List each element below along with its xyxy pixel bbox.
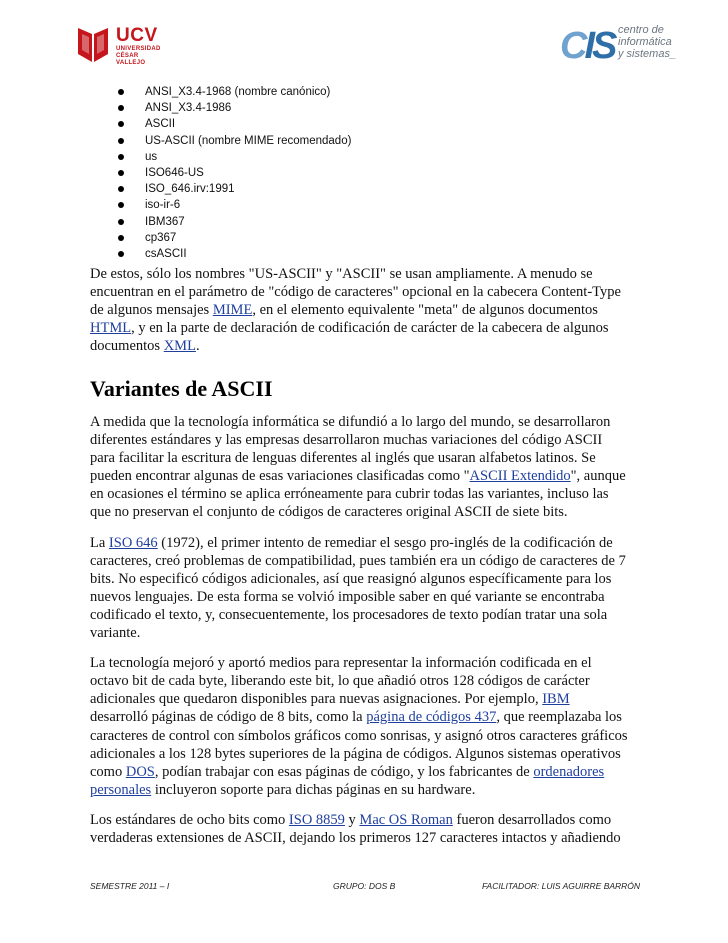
- bullet-icon: [118, 138, 124, 144]
- bullet-icon: [118, 105, 124, 111]
- bullet-icon: [118, 251, 124, 257]
- paragraph-eighth-bit: La tecnología mejoró y aportó medios para representar la información codificada en el octavo bit de cada byte, liberando este bit, lo que añadió otros 128 códigos de carácter adicionales que quedaron disponibles para nuevas asignaciones. Por ejemplo, IBM desarrolló páginas de código de 8 bits, como la página de códigos 437, que reemplazaba los caracteres de control con símbolos gráficos como sonrisas, y asignó otros caracteres gráficos adicionales a los 128 bytes superiores de la página de códigos. Algunos sistemas operativos como DOS, podían trabajar con esas páginas de código, y los fabricantes de ordenadores personales incluyeron soporte para dichas páginas en su hardware.: [90, 655, 628, 798]
- bullet-icon: [118, 202, 124, 208]
- link-xml[interactable]: XML: [163, 338, 196, 355]
- cis-line-3: y sistemas_: [618, 48, 677, 60]
- bullet-icon: [118, 235, 124, 241]
- ucv-logo: [76, 22, 166, 68]
- ucv-subtitle-2: CÉSAR VALLEJO: [116, 53, 146, 66]
- link-html[interactable]: HTML: [90, 320, 132, 337]
- footer-facilitator: FACILITADOR: LUIS AGUIRRE BARRÓN: [482, 881, 641, 891]
- bullet-icon: [118, 219, 124, 225]
- link-ibm[interactable]: IBM: [542, 691, 570, 708]
- cis-line-2: informática: [618, 36, 672, 48]
- variants-section-body: [90, 413, 630, 859]
- intro-paragraph-block: [90, 265, 630, 367]
- paragraph-iso646: La ISO 646 (1972), el primer intento de remediar el sesgo pro-inglés de la codificación de caracteres, creó problemas de compatibilidad, pues también era un código de caracteres de 7 bits. No especificó códigos adicionales, así que reasignó algunos específicamente para los nuevos lenguajes. De esta forma se volvió imposible saber en qué variante se encontraba codificado el texto, y, consecuentemente, los procesadores de texto podían tratar una sola variante.: [90, 534, 626, 642]
- cis-mark: CIS: [560, 25, 615, 67]
- link-iso-646[interactable]: ISO 646: [108, 534, 158, 551]
- bullet-icon: [118, 154, 124, 160]
- link-mac-os-roman[interactable]: Mac OS Roman: [359, 811, 453, 828]
- paragraph-charset-usage: De estos, sólo los nombres "US-ASCII" y "ASCII" se usan ampliamente. A menudo se encuentran en el parámetro de "código de caracteres" opcional en la cabecera Content-Type de algunos mensajes MIME, en el elemento equivalente "meta" de algunos documentos HTML, y en la parte de declaración de codificación de carácter de la cabecera de algunos documentos XML.: [90, 266, 621, 355]
- link-pagina-codigos-437[interactable]: página de códigos 437: [366, 709, 497, 726]
- link-mime[interactable]: MIME: [212, 302, 253, 319]
- link-ordenadores-personales[interactable]: ordenadores personales: [90, 763, 605, 798]
- ucv-name: UCV: [116, 25, 158, 46]
- bullet-icon: [118, 170, 124, 176]
- bullet-icon: [118, 89, 124, 95]
- footer-group: GRUPO: DOS B: [333, 881, 396, 891]
- section-heading: Variantes de ASCII: [90, 376, 273, 401]
- footer-semester: SEMESTRE 2011 – I: [90, 881, 170, 891]
- link-ascii-extendido[interactable]: ASCII Extendido: [469, 468, 571, 485]
- ucv-subtitle-1: UNIVERSIDAD: [116, 46, 161, 52]
- link-iso-8859[interactable]: ISO 8859: [288, 811, 345, 828]
- ucv-shield-icon: [76, 24, 110, 64]
- paragraph-eight-bit-standards: Los estándares de ocho bits como ISO 8859 y Mac OS Roman fueron desarrollados como verdaderas extensiones de ASCII, dejando los primeros 127 caracteres intactos y añadiendo: [90, 811, 621, 846]
- cis-logo: [560, 22, 710, 72]
- link-dos[interactable]: DOS: [125, 763, 155, 780]
- paragraph-variants: A medida que la tecnología informática se difundió a lo largo del mundo, se desarrollaron diferentes estándares y las empresas desarrollaron muchas variaciones del código ASCII para facilitar la escritura de lenguas diferentes al inglés que usaran alfabetos latinos. Se pueden encontrar algunas de esas variaciones clasificadas como "ASCII Extendido", aunque en ocasiones el término se aplica erróneamente para cubrir todas las variantes, incluso las que no preservan el conjunto de códigos de caracteres original ASCII de siete bits.: [90, 414, 626, 521]
- bullet-icon: [118, 121, 124, 127]
- bullet-icon: [118, 186, 124, 192]
- cis-line-1: centro de: [618, 24, 664, 36]
- document-page: UCV UNIVERSIDAD CÉSAR VALLEJO CIS centro de informática y sistemas_ ANSI_X3.4-1968 (nombre canónico) ANSI_X3.4-1986 ASCII US-ASCII (nombre MIME recomendado) us ISO646-US ISO_646.irv:1991 iso-ir-6 IBM367 cp367 csASCII De estos, sólo los nombres "US-ASCII" y "ASCII" se usan ampliamente. A menudo se encuentran en el parámetro de "código de caracteres" opcional en la cabecera Content-Type de algunos mensajes MIME, en el elemento equivalente "meta" de algunos documentos HTML, y en la parte de declaración de codificación de carácter de la cabecera de algunos documentos XML. Variantes de ASCII A medida que la tecnología informática se difundió a lo largo del mundo, se desarrollaron diferentes estándares y las empresas desarrollaron muchas variaciones del código ASCII para facilitar la escritura de lenguas diferentes al inglés que usaran alfabetos latinos. Se pueden encontrar algunas de esas variaciones clasificadas como "ASCII Extendido", aunque en ocasiones el término se aplica erróneamente para cubrir todas las variantes, incluso las que no preservan el conjunto de códigos de caracteres original ASCII de siete bits. La ISO 646 (1972), el primer intento de remediar el sesgo pro-inglés de la codificación de caracteres, creó problemas de compatibilidad, pues también era un código de caracteres de 7 bits. No especificó códigos adicionales, así que reasignó algunos específicamente para los nuevos lenguajes. De esta forma se volvió imposible saber en qué variante se encontraba codificado el texto, y, consecuentemente, los procesadores de texto podían tratar una sola variante. La tecnología mejoró y aportó medios para representar la información codificada en el octavo bit de cada byte, liberando este bit, lo que añadió otros 128 códigos de carácter adicionales que quedaron disponibles para nuevas asignaciones. Por ejemplo, IBM desarrolló páginas de código de 8 bits, como la página de códigos 437, que reemplazaba los caracteres de control con símbolos gráficos como sonrisas, y asignó otros caracteres gráficos adicionales a los 128 bytes superiores de la página de códigos. Algunos sistemas operativos como DOS, podían trabajar con esas páginas de código, y los fabricantes de ordenadores personales incluyeron soporte para dichas páginas en su hardware. Los estándares de ocho bits como ISO 8859 y Mac OS Roman fueron desarrollados como verdaderas extensiones de ASCII, dejando los primeros 127 caracteres intactos y añadiendo SEMESTRE 2011 – I GRUPO: DOS B FACILITADOR: LUIS AGUIRRE BARRÓN: [0, 0, 728, 943]
